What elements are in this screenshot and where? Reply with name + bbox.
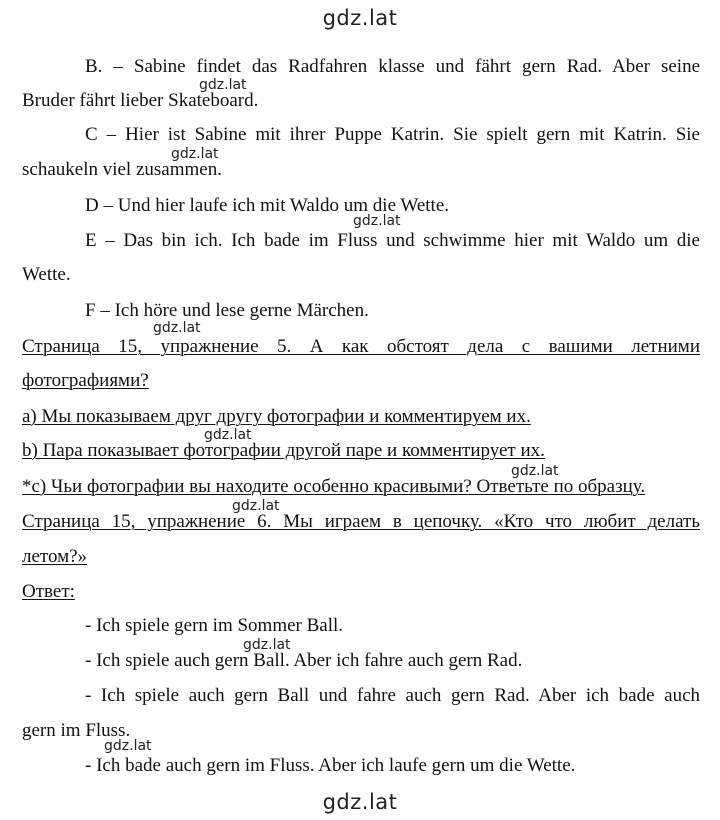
- paragraph-d: D – Und hier laufe ich mit Waldo um die Wette.: [85, 195, 450, 216]
- exercise-5-item-a: a) Мы показываем друг другу фотографии и комментируем их.: [22, 406, 531, 427]
- paragraph-c-line-2: schaukeln viel zusammen.: [22, 159, 222, 180]
- watermark-footer: gdz.lat: [322, 790, 398, 814]
- exercise-6-heading-line-2: летом?»: [22, 546, 88, 567]
- exercise-5-item-b: b) Пара показывает фотографии другой паре и комментирует их.: [22, 440, 545, 461]
- watermark-mark: gdz.lat: [353, 213, 401, 229]
- watermark-mark: gdz.lat: [232, 498, 280, 514]
- paragraph-b-line-2: Bruder fährt lieber Skateboard.: [22, 90, 259, 111]
- answer-line-3: - Ich spiele auch gern Ball und fahre auch gern Rad. Aber ich bade auch: [85, 685, 700, 706]
- paragraph-b-line-1: B. – Sabine findet das Radfahren klasse und fährt gern Rad. Aber seine: [85, 56, 700, 77]
- watermark-mark: gdz.lat: [199, 77, 247, 93]
- watermark-mark: gdz.lat: [104, 738, 152, 754]
- paragraph-f: F – Ich höre und lese gerne Märchen.: [85, 300, 369, 321]
- paragraph-e-line-1: E – Das bin ich. Ich bade im Fluss und schwimme hier mit Waldo um die: [85, 230, 700, 251]
- watermark-mark: gdz.lat: [171, 146, 219, 162]
- watermark-mark: gdz.lat: [204, 427, 252, 443]
- answer-line-3-continued: gern im Fluss.: [22, 720, 131, 741]
- watermark-mark: gdz.lat: [243, 637, 291, 653]
- exercise-5-item-c: *c) Чьи фотографии вы находите особенно красивыми? Ответьте по образцу.: [22, 476, 646, 497]
- answer-label: Ответ:: [22, 581, 75, 602]
- watermark-header: gdz.lat: [322, 6, 398, 30]
- answer-line-1: - Ich spiele gern im Sommer Ball.: [85, 615, 344, 636]
- answer-line-4: - Ich bade auch gern im Fluss. Aber ich laufe gern um die Wette.: [85, 755, 576, 776]
- watermark-mark: gdz.lat: [511, 463, 559, 479]
- paragraph-c-line-1: C – Hier ist Sabine mit ihrer Puppe Katrin. Sie spielt gern mit Katrin. Sie: [85, 124, 700, 145]
- watermark-mark: gdz.lat: [153, 320, 201, 336]
- paragraph-e-line-2: Wette.: [22, 264, 71, 285]
- exercise-5-heading-line-2: фотографиями?: [22, 370, 149, 391]
- exercise-5-heading-line-1: Страница 15, упражнение 5. А как обстоят дела с вашими летними: [22, 336, 700, 357]
- answer-line-2: - Ich spiele auch gern Ball. Aber ich fahre auch gern Rad.: [85, 650, 523, 671]
- exercise-6-heading-line-1: Страница 15, упражнение 6. Мы играем в цепочку. «Кто что любит делать: [22, 511, 700, 532]
